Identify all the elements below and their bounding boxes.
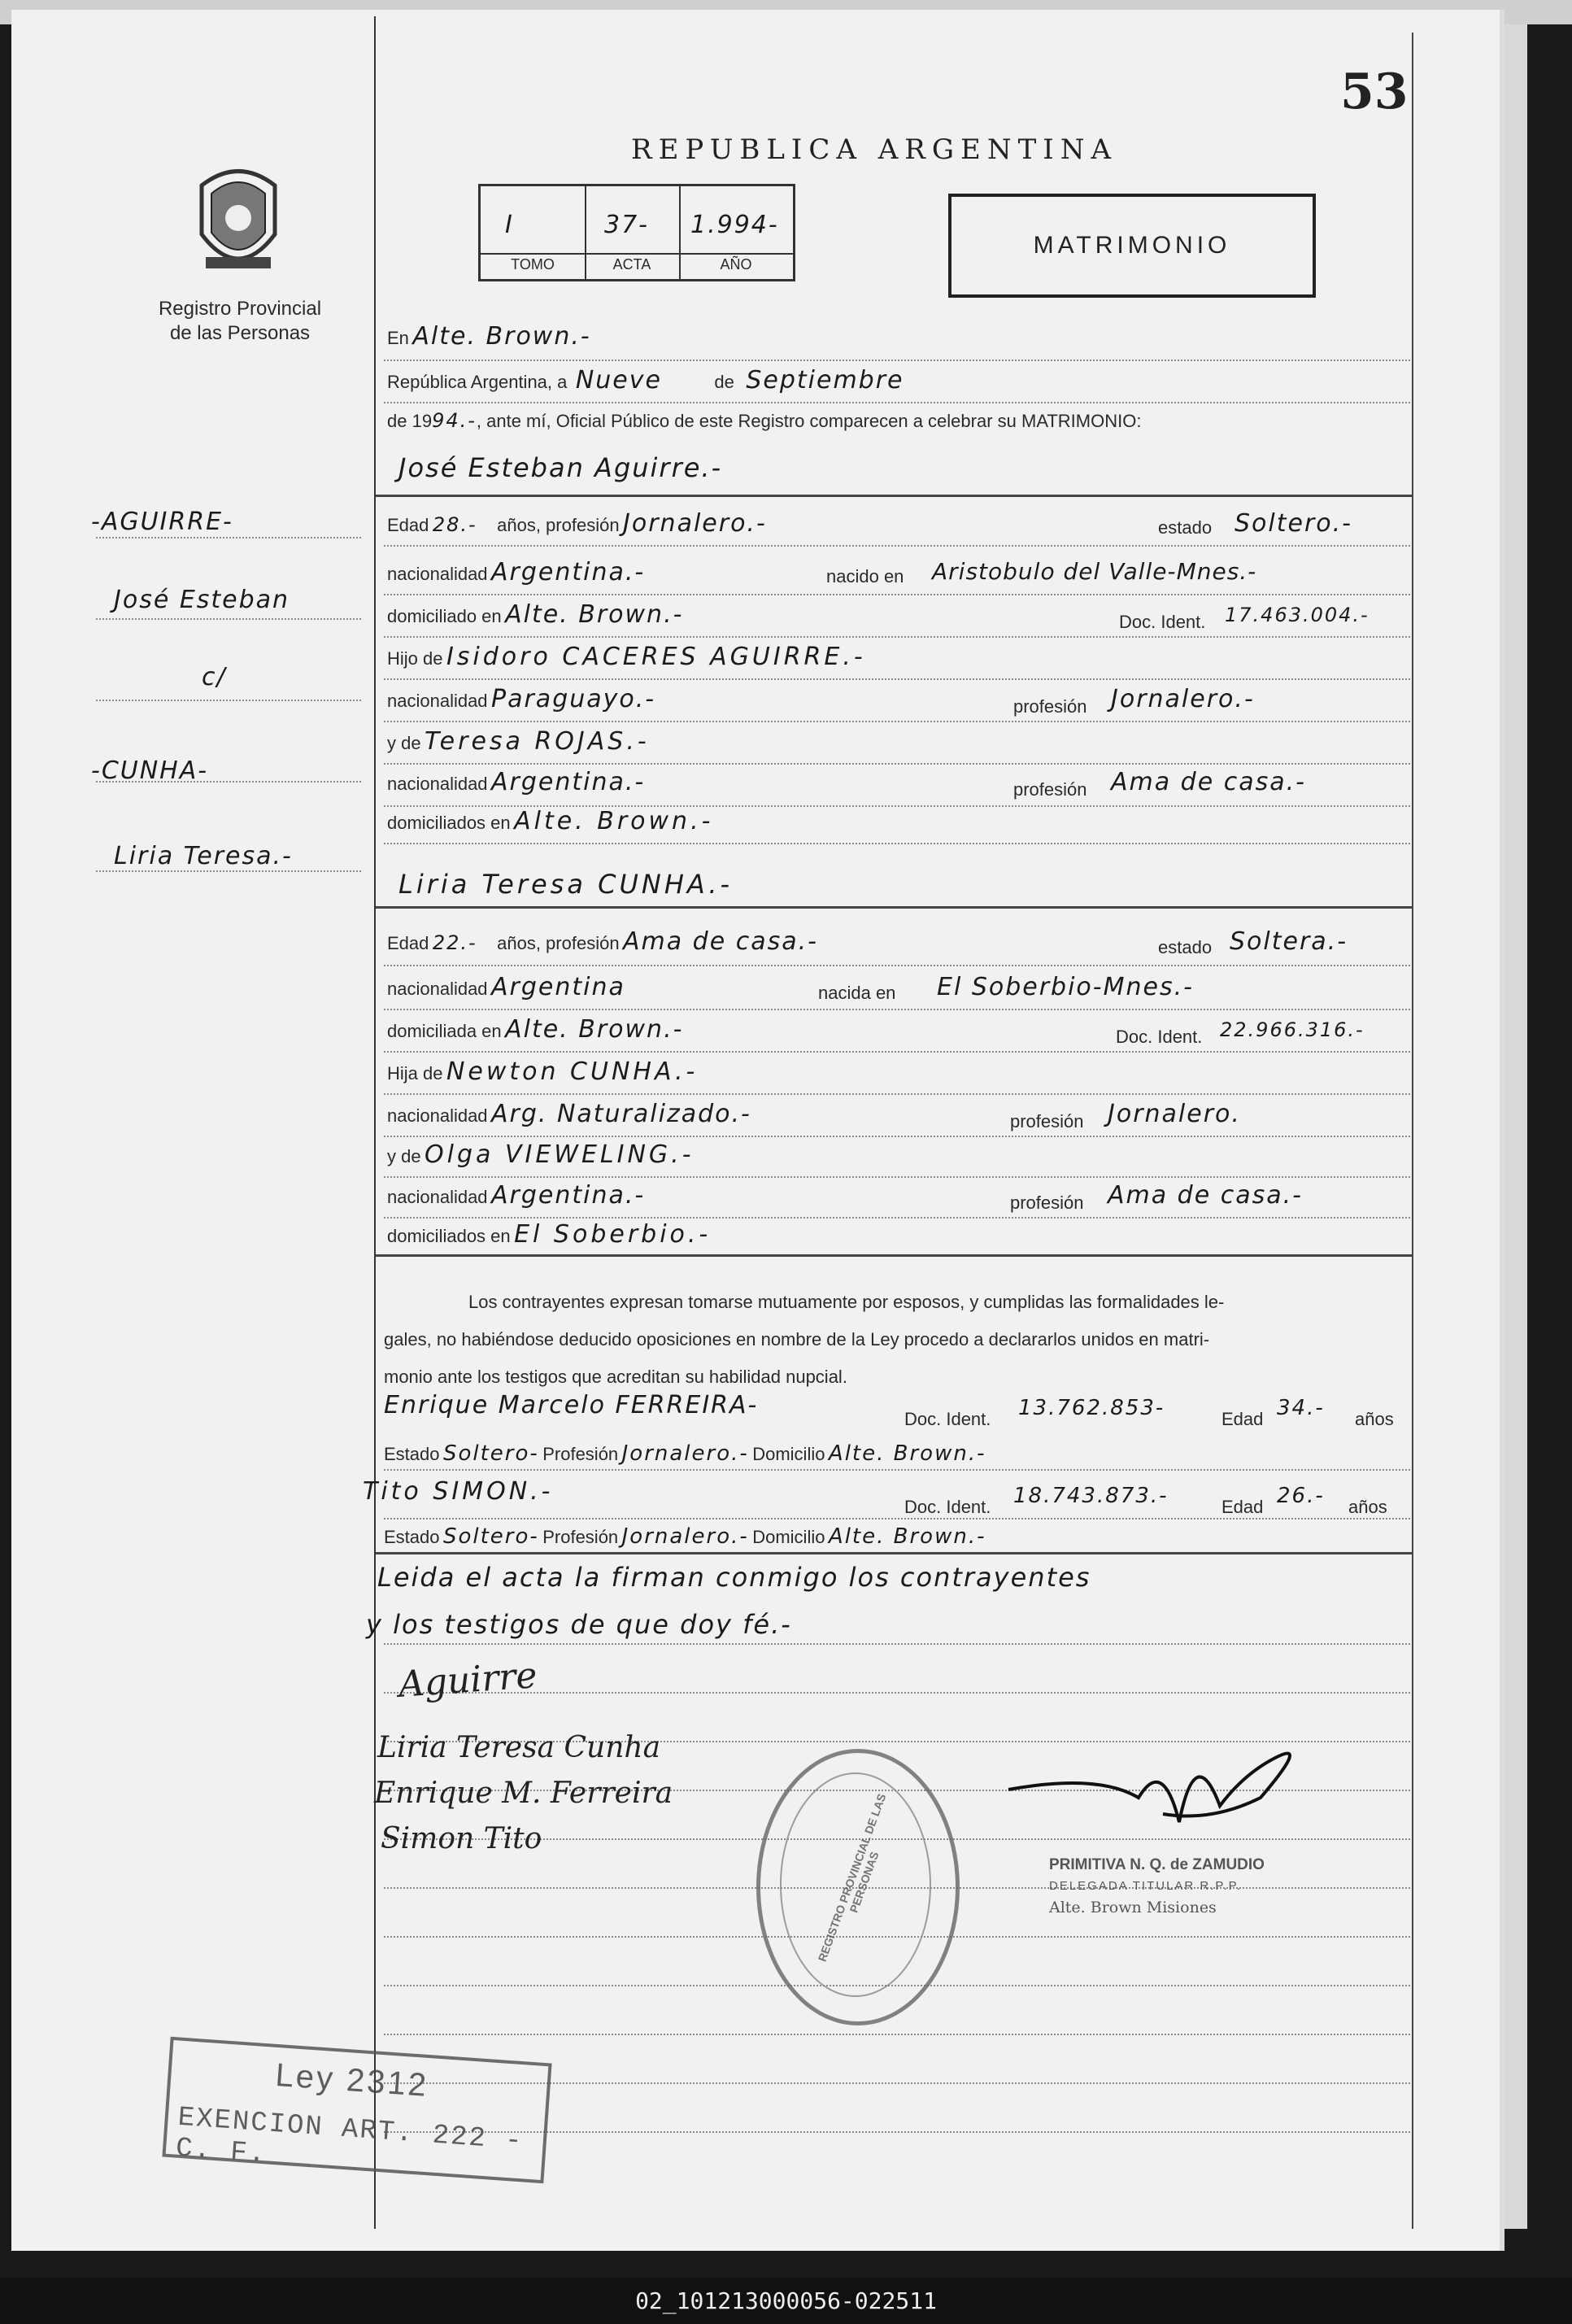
witness-2-domicile: Alte. Brown.- — [828, 1524, 986, 1549]
margin-rule — [374, 16, 376, 2229]
bride-birthplace: El Soberbio-Mnes.- — [937, 973, 1194, 1001]
form-line — [384, 965, 1410, 966]
groom-profession: Jornalero.- — [623, 509, 767, 538]
groom-domicile-row: domiciliado en Alte. Brown.- Doc. Ident. 17.463.004.- — [387, 600, 1370, 632]
country-title: REPUBLICA ARGENTINA — [631, 133, 1118, 166]
scan-footer-id: 02_101213000056-022511 — [0, 2278, 1572, 2324]
groom-mother-nat-row: nacionalidad Argentina.- profesión Ama de casa.- — [387, 768, 1306, 800]
acta-value: 37- — [604, 211, 649, 239]
signature-witness-2: Simon Tito — [381, 1822, 542, 1855]
official-signature — [1000, 1724, 1326, 1855]
right-rule — [1412, 33, 1413, 2229]
form-line — [384, 636, 1410, 638]
form-line — [384, 402, 1410, 403]
margin-line — [96, 618, 361, 620]
groom-mother-nationality: Argentina.- — [491, 768, 646, 796]
groom-parents-domicile: Alte. Brown.- — [514, 807, 714, 835]
bride-doc: 22.966.316.- — [1220, 1018, 1365, 1041]
bride-father-nat-row: nacionalidad Arg. Naturalizado.- profesión Jornalero. — [387, 1100, 1241, 1131]
witness-2-doc: 18.743.873.- — [1013, 1484, 1169, 1508]
intro-year-row: de 1994.-, ante mí, Oficial Público de este Registro comparecen a celebrar su MATRIMONIO: — [387, 409, 1142, 432]
bride-status: Soltera.- — [1230, 927, 1348, 956]
groom-mother-profession: Ama de casa.- — [1111, 768, 1306, 796]
bride-profession: Ama de casa.- — [623, 927, 818, 956]
page-number: 53 — [1340, 63, 1409, 120]
place: Alte. Brown.- — [412, 322, 591, 351]
act-type: MATRIMONIO — [1033, 232, 1231, 259]
bride-nationality: Argentina — [491, 973, 625, 1001]
bride-domicile: Alte. Brown.- — [505, 1015, 684, 1044]
groom-birthplace: Aristobulo del Valle-Mnes.- — [932, 558, 1257, 585]
bride-mother: Olga VIEWELING.- — [425, 1140, 695, 1169]
form-line — [384, 843, 1410, 844]
form-line — [384, 594, 1410, 595]
groom-nationality-row: nacionalidad Argentina.- nacido en Aristobulo del Valle-Mnes.- — [387, 558, 1257, 586]
province-seal-icon — [185, 161, 291, 279]
groom-name: José Esteban Aguirre.- — [398, 452, 723, 483]
registry-round-stamp: REGISTRO PROVINCIAL DE LAS PERSONAS — [756, 1749, 960, 2025]
groom-mother: Teresa ROJAS.- — [425, 727, 650, 756]
groom-age-row: Edad 28.- años, profesión Jornalero.- estado Soltero.- — [387, 509, 1353, 538]
bride-parents-domicile: El Soberbio.- — [514, 1220, 712, 1249]
margin-surname-groom: -AGUIRRE- — [91, 508, 233, 536]
bride-mother-row: y de Olga VIEWELING.- — [387, 1140, 695, 1169]
bride-father: Newton CUNHA.- — [446, 1057, 699, 1086]
bride-mother-nat-row: nacionalidad Argentina.- profesión Ama de casa.- — [387, 1181, 1303, 1213]
bride-age-row: Edad 22.- años, profesión Ama de casa.- estado Soltera.- — [387, 927, 1348, 957]
form-line — [384, 721, 1410, 722]
groom-father: Isidoro CACERES AGUIRRE.- — [446, 643, 866, 671]
margin-name-groom: José Esteban — [114, 586, 290, 614]
margin-line — [96, 700, 361, 701]
intro-place-row: En Alte. Brown.- — [387, 322, 591, 351]
closing-line-1: Leida el acta la firman conmigo los contrayentes — [377, 1562, 1091, 1593]
bride-father-row: Hija de Newton CUNHA.- — [387, 1057, 699, 1086]
form-line — [384, 678, 1410, 680]
form-line — [384, 1643, 1410, 1645]
witness-1-domicile: Alte. Brown.- — [828, 1441, 986, 1466]
margin-line — [96, 870, 361, 872]
ley-exemption-stamp: Ley 2312 EXENCION ART. 222 - C. F. — [162, 2037, 551, 2183]
margin-line — [96, 537, 361, 538]
groom-father-nationality: Paraguayo.- — [491, 685, 656, 713]
groom-age: 28.- — [432, 513, 477, 536]
bride-age: 22.- — [432, 931, 477, 954]
groom-parents-domicile-row: domiciliados en Alte. Brown.- — [387, 807, 714, 835]
witness-2-row: Tito SIMON.- Doc. Ident. 18.743.873.- Edad 26.- años — [363, 1477, 1387, 1517]
form-line — [384, 1176, 1410, 1178]
marriage-formula: Los contrayentes expresan tomarse mutuamente por esposos, y cumplidas las formalidades le- gales, no habiéndose deducido oposiciones en nombre de la Ley procedo a declararlos unidos en matri- monio ante los testigos que acreditan su habilidad nupcial. — [384, 1292, 1225, 1387]
witness-1-status: Soltero- — [442, 1441, 539, 1466]
form-line — [384, 1136, 1410, 1137]
section-rule — [376, 1552, 1412, 1554]
bride-mother-profession: Ama de casa.- — [1108, 1181, 1303, 1210]
section-rule — [376, 906, 1412, 909]
registry-name: Registro Provincial de las Personas — [158, 298, 322, 344]
bride-parents-domicile-row: domiciliados en El Soberbio.- — [387, 1220, 712, 1249]
bride-mother-nationality: Argentina.- — [491, 1181, 646, 1210]
witness-2-details-row: Estado Soltero- Profesión Jornalero.- Domicilio Alte. Brown.- — [384, 1524, 986, 1549]
closing-line-2: y los testigos de que doy fé.- — [366, 1609, 792, 1640]
day: Nueve — [575, 366, 662, 395]
section-rule — [376, 1254, 1412, 1257]
form-line — [384, 2034, 1410, 2035]
page-edge — [1495, 24, 1527, 2229]
witness-1-name: Enrique Marcelo FERREIRA- — [384, 1391, 759, 1419]
certificate-page — [11, 10, 1500, 2251]
margin-name-bride: Liria Teresa.- — [114, 842, 293, 870]
ano-label: AÑO — [720, 256, 752, 273]
groom-father-profession: Jornalero.- — [1111, 685, 1255, 713]
signature-groom: Aguirre — [397, 1655, 539, 1706]
witness-1-row: Enrique Marcelo FERREIRA- Doc. Ident. 13.762.853- Edad 34.- años — [384, 1391, 1394, 1429]
form-line — [384, 1093, 1410, 1095]
form-line — [384, 360, 1410, 361]
form-line — [384, 1009, 1410, 1010]
record-box — [478, 184, 795, 281]
ano-value: 1.994- — [690, 211, 779, 239]
signature-bride: Liria Teresa Cunha — [377, 1731, 661, 1764]
acta-label: ACTA — [612, 256, 651, 273]
act-type-box — [948, 194, 1316, 298]
form-line — [384, 1051, 1410, 1053]
form-line — [384, 763, 1410, 765]
month: Septiembre — [746, 366, 904, 395]
signature-witness-1: Enrique M. Ferreira — [374, 1777, 673, 1810]
year: 94.- — [432, 409, 477, 432]
section-rule — [376, 495, 1412, 497]
form-line — [384, 1518, 1410, 1520]
tomo-value: I — [505, 211, 514, 239]
witness-1-profession: Jornalero.- — [621, 1441, 749, 1466]
groom-father-nat-row: nacionalidad Paraguayo.- profesión Jornalero.- — [387, 685, 1255, 717]
form-line — [384, 1469, 1410, 1471]
bride-domicile-row: domiciliada en Alte. Brown.- Doc. Ident. 22.966.316.- — [387, 1015, 1365, 1047]
groom-doc: 17.463.004.- — [1225, 604, 1370, 626]
bride-father-nationality: Arg. Naturalizado.- — [491, 1100, 751, 1128]
margin-with: c/ — [202, 663, 227, 691]
witness-2-age: 26.- — [1277, 1484, 1325, 1508]
witness-2-status: Soltero- — [442, 1524, 539, 1549]
groom-domicile: Alte. Brown.- — [505, 600, 684, 629]
bride-name: Liria Teresa CUNHA.- — [398, 869, 734, 900]
witness-1-details-row: Estado Soltero- Profesión Jornalero.- Domicilio Alte. Brown.- — [384, 1441, 986, 1466]
groom-father-row: Hijo de Isidoro CACERES AGUIRRE.- — [387, 643, 866, 671]
intro-date-row: República Argentina, a Nueve de Septiembre — [387, 366, 904, 395]
tomo-label: TOMO — [511, 256, 555, 273]
form-line — [384, 545, 1410, 547]
witness-1-age: 34.- — [1277, 1396, 1325, 1420]
witness-2-name: Tito SIMON.- — [363, 1477, 554, 1506]
margin-surname-bride: -CUNHA- — [91, 756, 209, 785]
witness-1-doc: 13.762.853- — [1018, 1396, 1165, 1420]
groom-nationality: Argentina.- — [491, 558, 646, 586]
groom-status: Soltero.- — [1235, 509, 1353, 538]
groom-mother-row: y de Teresa ROJAS.- — [387, 727, 650, 756]
bride-father-profession: Jornalero. — [1108, 1100, 1241, 1128]
bride-nationality-row: nacionalidad Argentina nacida en El Soberbio-Mnes.- — [387, 973, 1194, 1003]
official-stamp: PRIMITIVA N. Q. de ZAMUDIO DELEGADA TITULAR R.P.P. Alte. Brown Misiones — [1049, 1856, 1265, 1916]
form-line — [384, 1217, 1410, 1219]
witness-2-profession: Jornalero.- — [621, 1524, 749, 1549]
